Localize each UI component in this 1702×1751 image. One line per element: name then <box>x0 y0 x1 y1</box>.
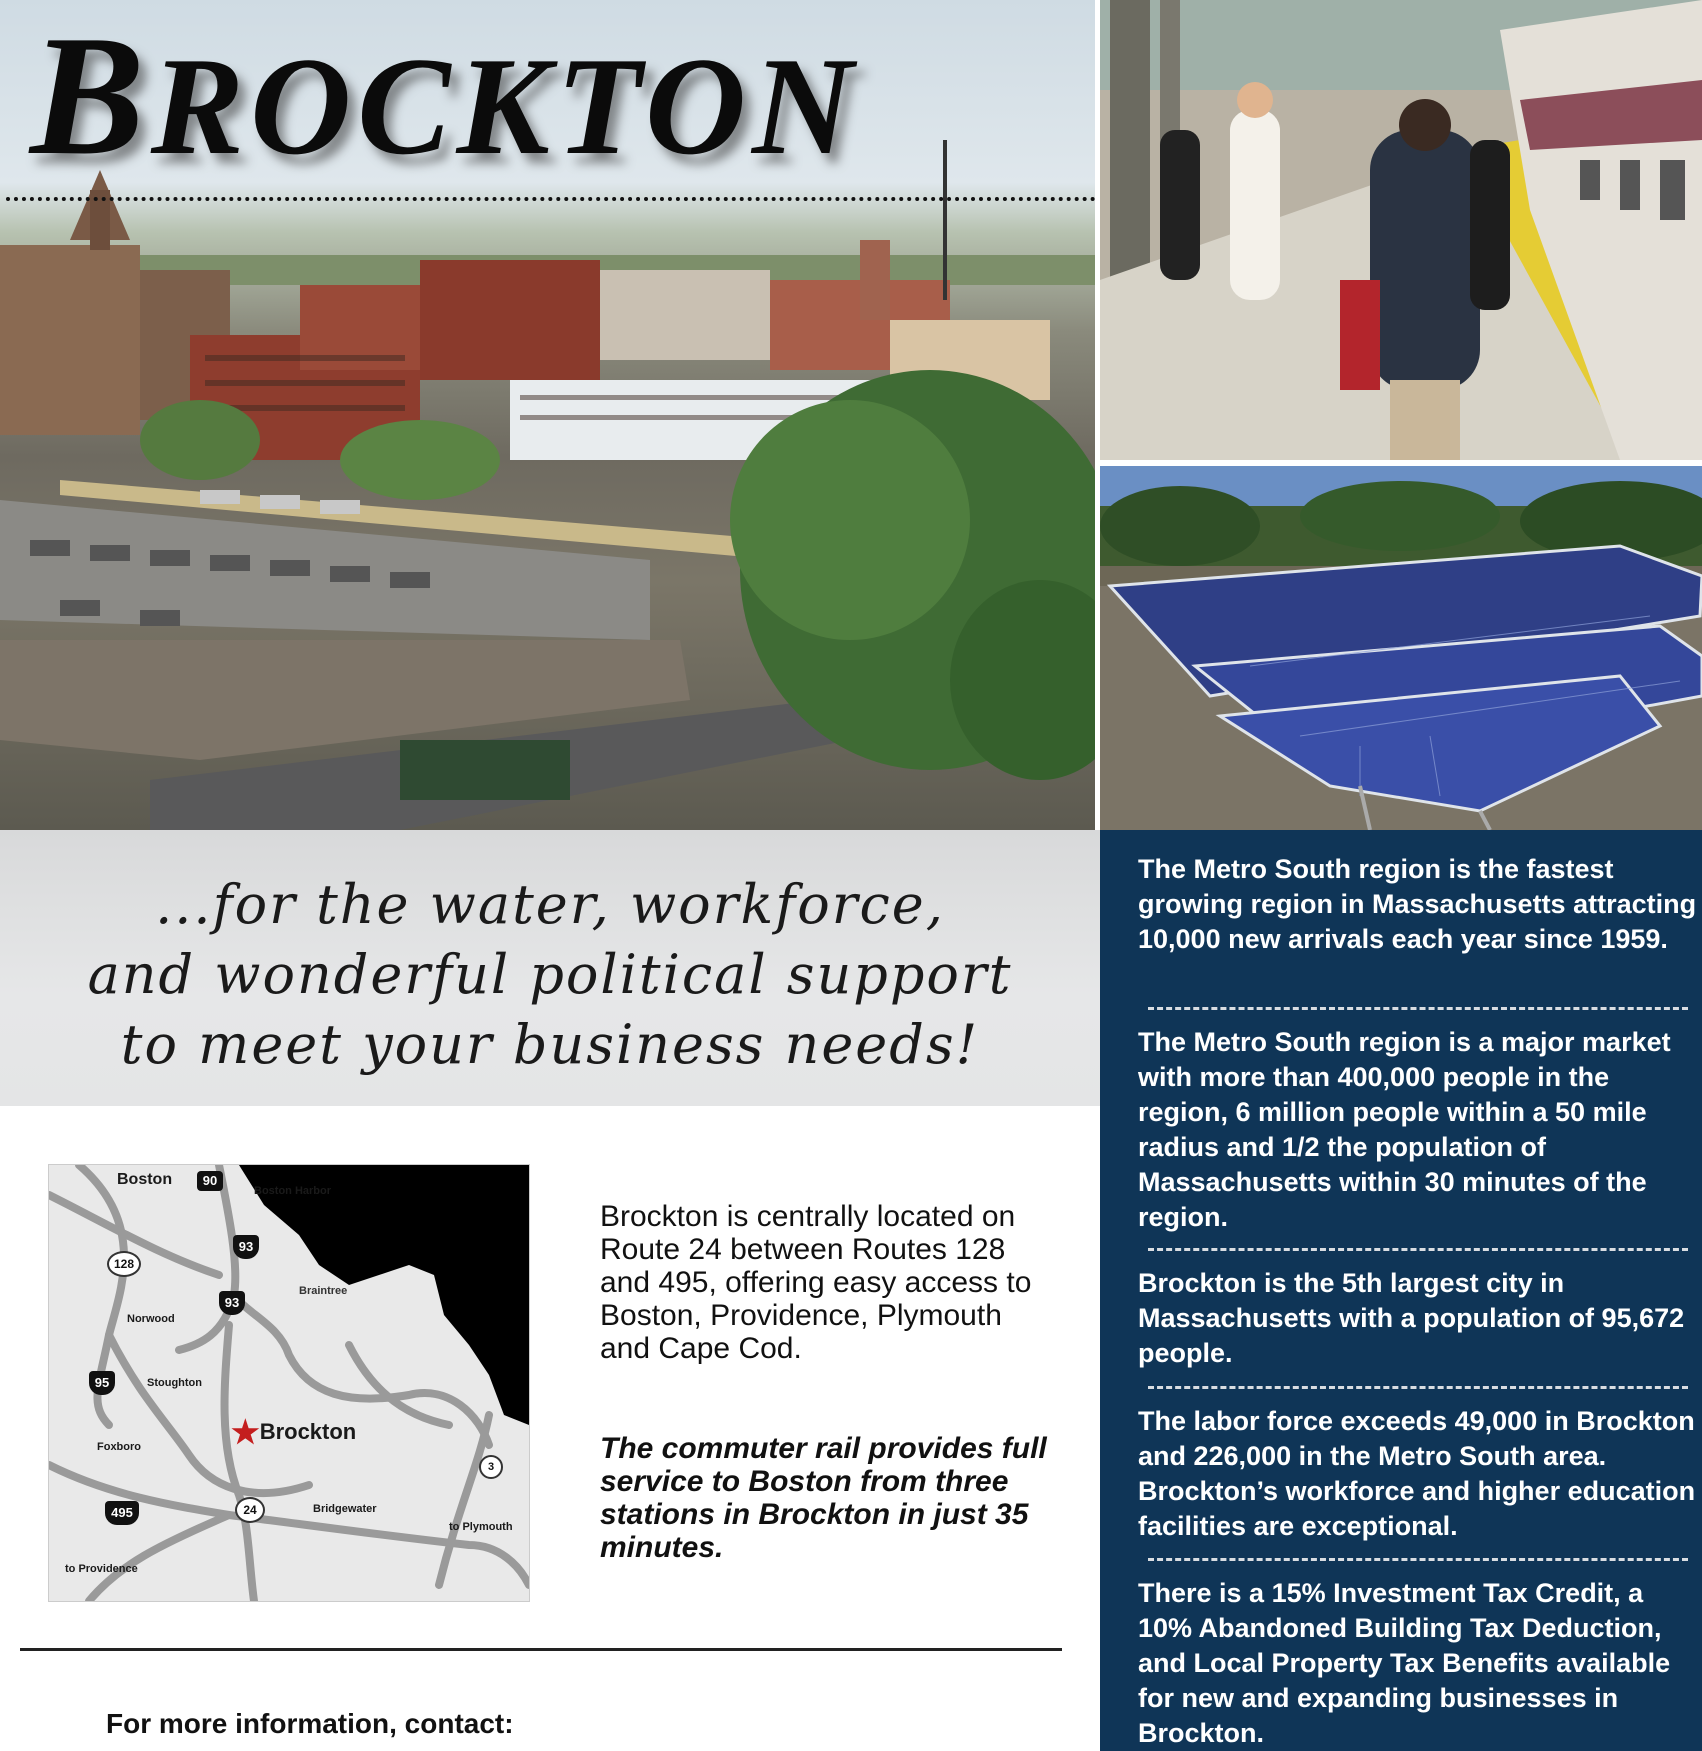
map-label-braintree: Braintree <box>299 1285 348 1297</box>
commuter-rail-note: The commuter rail provides full service to Boston from three stations in Brockton in just 35 minutes. <box>600 1432 1047 1564</box>
fact-divider <box>1148 1558 1688 1561</box>
fact-divider <box>1148 1386 1688 1389</box>
contact-heading: For more information, contact: <box>106 1708 514 1739</box>
page-title: BROCKTON <box>30 1 860 191</box>
commuter-rail-illustration <box>1100 0 1702 460</box>
tagline-line-3: to meet your business needs! <box>120 1013 980 1076</box>
route-24-shield: 24 <box>235 1497 265 1523</box>
map-label-norwood: Norwood <box>127 1313 175 1325</box>
tagline-banner <box>0 830 1100 1106</box>
map-label-foxboro: Foxboro <box>97 1441 141 1453</box>
route-3-shield: 3 <box>479 1455 503 1479</box>
fact-labor-force: The labor force exceeds 49,000 in Brockton and 226,000 in the Metro South area. Brockton’s workforce and higher education facilities are exceptional. <box>1138 1406 1696 1541</box>
fact-divider <box>1148 1007 1688 1010</box>
section-rule <box>20 1648 1062 1651</box>
tagline-line-2: and wonderful political support <box>87 943 1013 1006</box>
city-photo <box>0 0 1100 830</box>
solar-panels-illustration <box>1100 466 1702 830</box>
map-label-to-plymouth: to Plymouth <box>449 1521 513 1533</box>
route-93-shield: 93 <box>233 1235 259 1259</box>
fact-population: Brockton is the 5th largest city in Massachusetts with a population of 95,672 people. <box>1138 1268 1685 1368</box>
fact-market: The Metro South region is a major market with more than 400,000 people in the region, 6 million people within a 50 mile radius and 1/2 the population of Massachusetts within 30 minutes of the region. <box>1138 1027 1671 1232</box>
tagline-line-1: ...for the water, workforce, <box>155 873 945 936</box>
tagline <box>0 870 1100 1080</box>
map-label-bridgewater: Bridgewater <box>313 1503 377 1515</box>
map-label-boston-harbor: Boston Harbor <box>254 1185 331 1197</box>
location-description: Brockton is centrally located on Route 24 between Routes 128 and 495, offering easy access to Boston, Providence, Plymouth and Cape Cod. <box>600 1200 1032 1365</box>
map-label-brockton: ★Brockton <box>231 1414 357 1450</box>
title-dotted-rule <box>6 197 1096 201</box>
fact-divider <box>1148 1248 1688 1251</box>
route-128-shield: 128 <box>107 1251 141 1277</box>
map-label-to-providence: to Providence <box>65 1563 138 1575</box>
route-93-shield: 93 <box>219 1291 245 1315</box>
star-icon: ★ <box>231 1414 260 1450</box>
region-map <box>48 1164 530 1602</box>
commuter-rail-photo <box>1100 0 1702 460</box>
facts-panel <box>1100 830 1702 1751</box>
map-label-boston: Boston <box>117 1171 173 1188</box>
region-map-roads <box>49 1165 529 1601</box>
solar-panels-photo <box>1100 466 1702 830</box>
route-95-shield: 95 <box>89 1371 115 1395</box>
route-495-shield: 495 <box>105 1501 139 1525</box>
map-label-stoughton: Stoughton <box>147 1377 202 1389</box>
fact-growth: The Metro South region is the fastest growing region in Massachusetts attracting 10,000 new arrivals each year since 1959. <box>1138 854 1697 954</box>
route-90-shield: 90 <box>197 1171 223 1191</box>
fact-tax-incentives: There is a 15% Investment Tax Credit, a 10% Abandoned Building Tax Deduction, and Local Property Tax Benefits available for new and expanding businesses in Brockton. <box>1138 1578 1671 1748</box>
